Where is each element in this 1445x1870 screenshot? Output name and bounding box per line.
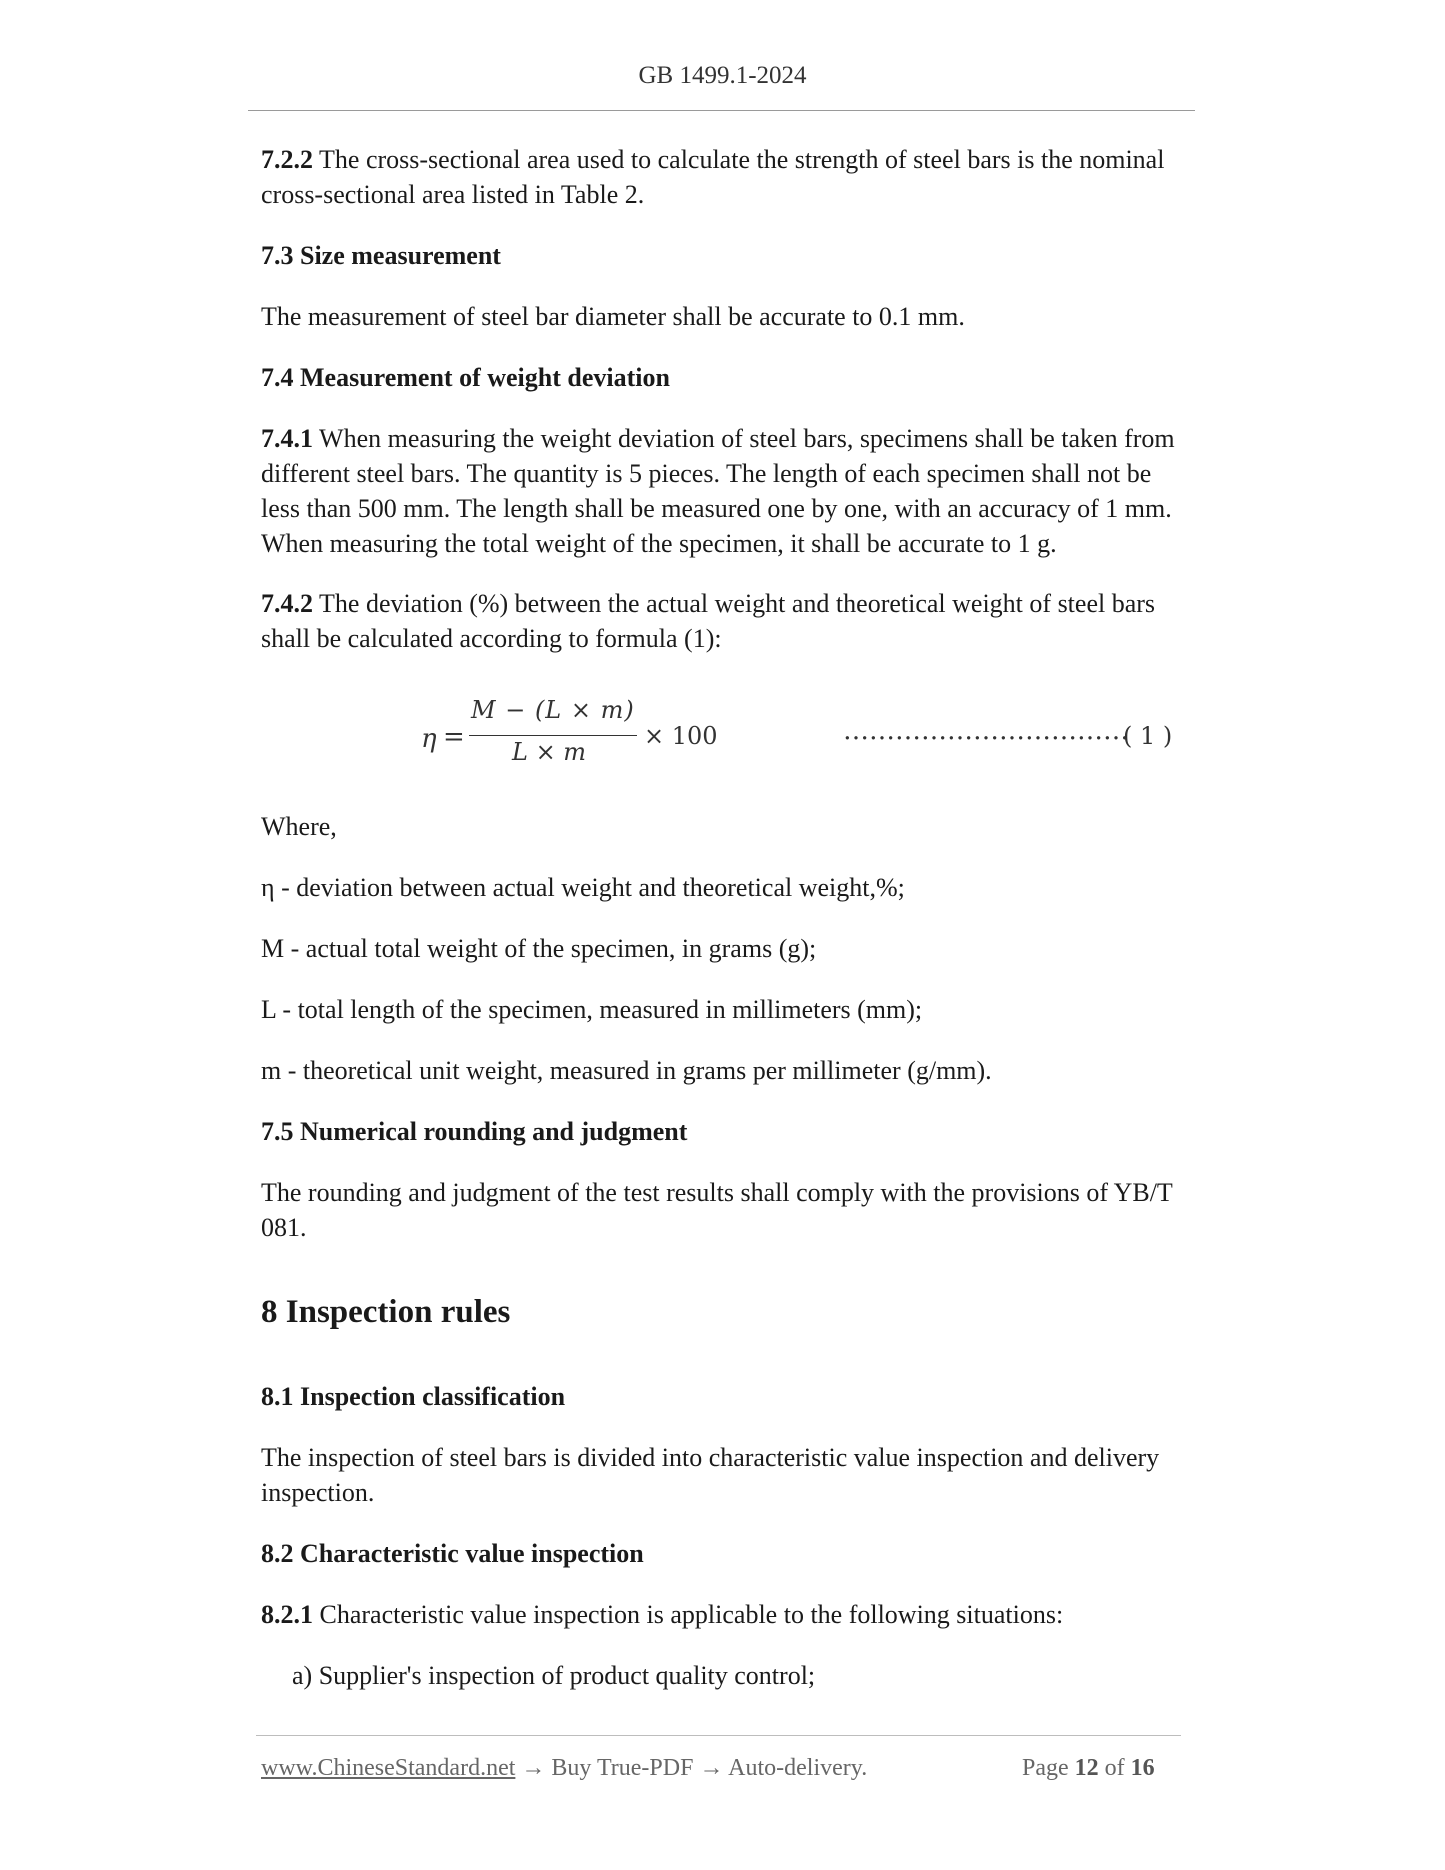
- page-label: Page: [1022, 1755, 1069, 1781]
- header-divider: [248, 110, 1195, 111]
- paragraph-7-3: The measurement of steel bar diameter shall be accurate to 0.1 mm.: [261, 302, 965, 331]
- clause-text: The deviation (%) between the actual weight and theoretical weight of steel bars shall be calculated according to formula (1):: [261, 589, 1156, 653]
- where-label: Where,: [261, 812, 337, 841]
- clause-7-4-1: [261, 421, 1186, 561]
- formula-leader-dots: ……………………………: [843, 716, 1129, 746]
- definition-eta: η - deviation between actual weight and theoretical weight,%;: [261, 873, 905, 902]
- formula-lhs: η: [421, 724, 437, 754]
- definition-l: L - total length of the specimen, measured in millimeters (mm);: [261, 995, 923, 1024]
- clause-text: Characteristic value inspection is applicable to the following situations:: [319, 1600, 1064, 1629]
- heading-8-2: 8.2 Characteristic value inspection: [261, 1539, 644, 1568]
- clause-8-2-1: [261, 1597, 1186, 1632]
- clause-7-2-2: [261, 142, 1186, 212]
- formula-multiplier: × 100: [644, 722, 718, 750]
- heading-7-4: 7.4 Measurement of weight deviation: [261, 363, 670, 392]
- of-label: of: [1104, 1755, 1125, 1781]
- clause-text: The cross-sectional area used to calculate the strength of steel bars is the nominal cross-sectional area listed in Table 2.: [261, 145, 1165, 209]
- formula-1: [261, 696, 1186, 770]
- footer-divider: [256, 1735, 1181, 1736]
- definition-m-total: M - actual total weight of the specimen, in grams (g);: [261, 934, 817, 963]
- list-item-a: a) Supplier's inspection of product quality control;: [292, 1661, 816, 1690]
- definition-m-unit: m - theoretical unit weight, measured in grams per millimeter (g/mm).: [261, 1056, 992, 1085]
- paragraph-7-5: The rounding and judgment of the test results shall comply with the provisions of YB/T 081.: [261, 1178, 1173, 1242]
- fraction-bar: [469, 735, 637, 736]
- footer-left: [261, 1755, 867, 1782]
- clause-number: 7.4.1: [261, 424, 313, 453]
- clause-number: 7.2.2: [261, 145, 313, 174]
- heading-8-1: 8.1 Inspection classification: [261, 1382, 566, 1411]
- arrow-right-icon: →: [521, 1755, 546, 1781]
- current-page-number: 12: [1074, 1755, 1099, 1781]
- heading-8: 8 Inspection rules: [261, 1294, 511, 1330]
- clause-text: When measuring the weight deviation of steel bars, specimens shall be taken from different steel bars. The quantity is 5 pieces. The length of each specimen shall not be less than 500 mm. The length shall be measured one by one, with an accuracy of 1 mm. When measuring the total weight of the specimen, it shall be accurate to 1 g.: [261, 424, 1175, 558]
- clause-7-4-2: [261, 586, 1186, 656]
- formula-equals: =: [443, 722, 465, 752]
- footer-delivery-text: Auto-delivery.: [728, 1755, 868, 1781]
- paragraph-8-1: The inspection of steel bars is divided into characteristic value inspection and delivery inspection.: [261, 1443, 1160, 1507]
- formula-denominator: L × m: [512, 738, 587, 766]
- page-header-title: GB 1499.1-2024: [638, 62, 807, 89]
- page-indicator: [1022, 1755, 1155, 1782]
- arrow-right-icon: →: [699, 1755, 724, 1781]
- formula-numerator: M − (L × m): [471, 696, 635, 724]
- heading-7-5: 7.5 Numerical rounding and judgment: [261, 1117, 688, 1146]
- total-pages-number: 16: [1130, 1755, 1155, 1781]
- footer-buy-text: Buy True-PDF: [551, 1755, 694, 1781]
- clause-number: 8.2.1: [261, 1600, 313, 1629]
- clause-number: 7.4.2: [261, 589, 313, 618]
- heading-7-3: 7.3 Size measurement: [261, 241, 501, 270]
- formula-number: ( 1 ): [1123, 722, 1173, 750]
- website-link[interactable]: www.ChineseStandard.net: [261, 1755, 516, 1781]
